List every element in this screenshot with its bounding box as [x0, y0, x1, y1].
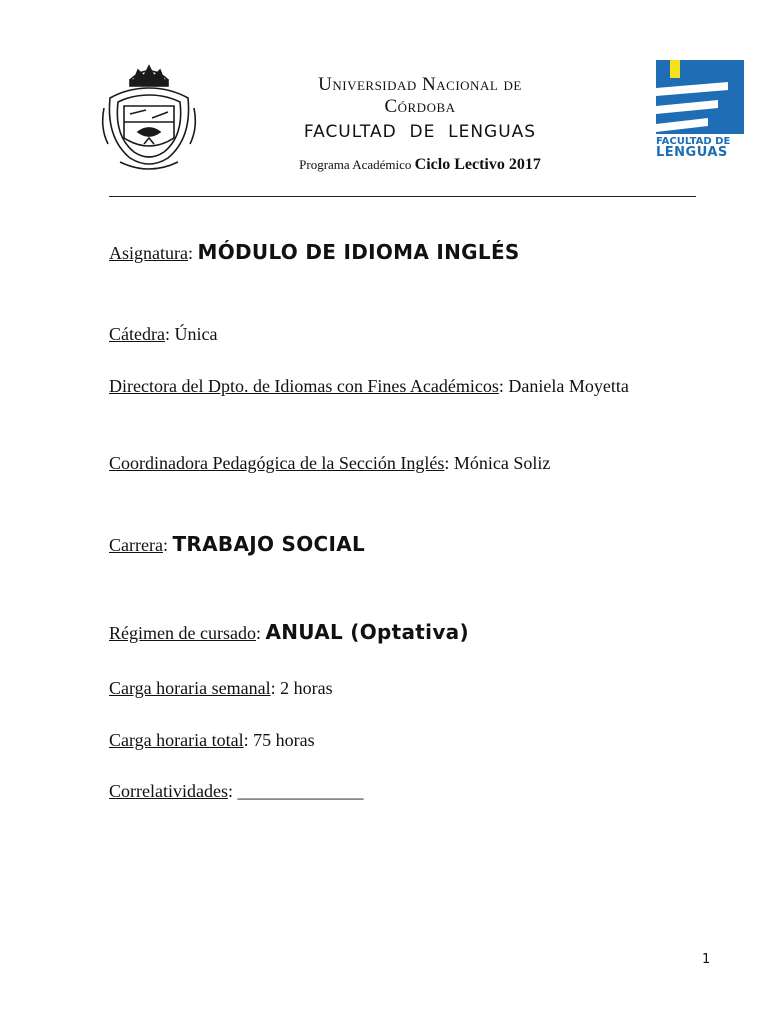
field-label: Carga horaria total: [109, 730, 244, 750]
field-value: ______________: [237, 781, 364, 801]
field-directora: Directora del Dpto. de Idiomas con Fines Académicos: Daniela Moyetta: [109, 376, 629, 396]
faculty-logo-text: [656, 134, 744, 158]
field-value: MÓDULO DE IDIOMA INGLÉS: [197, 240, 520, 264]
field-coordinadora: Coordinadora Pedagógica de la Sección Inglés: Mónica Soliz: [109, 453, 551, 473]
faculty-logo: [656, 60, 744, 158]
field-value: ANUAL (Optativa): [265, 620, 469, 644]
document-header: [230, 74, 610, 174]
program-line: [230, 156, 610, 174]
field-value: 75 horas: [253, 730, 315, 750]
field-correlatividades: Correlatividades: ______________: [109, 781, 364, 801]
program-cycle: Ciclo Lectivo 2017: [414, 156, 541, 173]
university-crest-icon: [100, 58, 198, 174]
field-value: TRABAJO SOCIAL: [172, 532, 366, 556]
field-label: Coordinadora Pedagógica de la Sección Inglés: [109, 453, 445, 473]
faculty-logo-line1: FACULTAD DE: [656, 136, 731, 147]
university-name: [230, 74, 610, 118]
field-label: Carga horaria semanal: [109, 678, 271, 698]
field-carga-total: Carga horaria total: 75 horas: [109, 730, 315, 750]
field-asignatura: Asignatura: MÓDULO DE IDIOMA INGLÉS: [109, 240, 520, 264]
field-value: Mónica Soliz: [453, 453, 551, 473]
field-carrera: Carrera: TRABAJO SOCIAL: [109, 532, 366, 556]
field-value: Única: [174, 324, 218, 344]
field-value: 2 horas: [280, 678, 333, 698]
university-name-line1: Universidad Nacional de: [318, 74, 522, 95]
faculty-logo-line2: LENGUAS: [656, 145, 728, 160]
field-label: Régimen de cursado: [109, 623, 256, 643]
field-regimen: Régimen de cursado: ANUAL (Optativa): [109, 620, 469, 644]
field-label: Carrera: [109, 535, 163, 555]
field-label: Asignatura: [109, 243, 188, 263]
page-number: 1: [702, 952, 711, 967]
program-prefix: Programa Académico: [299, 157, 412, 172]
university-name-line2: Córdoba: [384, 96, 456, 117]
field-carga-semanal: Carga horaria semanal: 2 horas: [109, 678, 333, 698]
field-catedra: Cátedra: Única: [109, 324, 218, 344]
field-label: Cátedra: [109, 324, 165, 344]
header-divider: [109, 196, 696, 197]
field-label: Directora del Dpto. de Idiomas con Fines Académicos: [109, 376, 499, 396]
faculty-name: FACULTAD DE LENGUAS: [303, 122, 537, 142]
field-value: Daniela Moyetta: [508, 376, 629, 396]
field-label: Correlatividades: [109, 781, 228, 801]
